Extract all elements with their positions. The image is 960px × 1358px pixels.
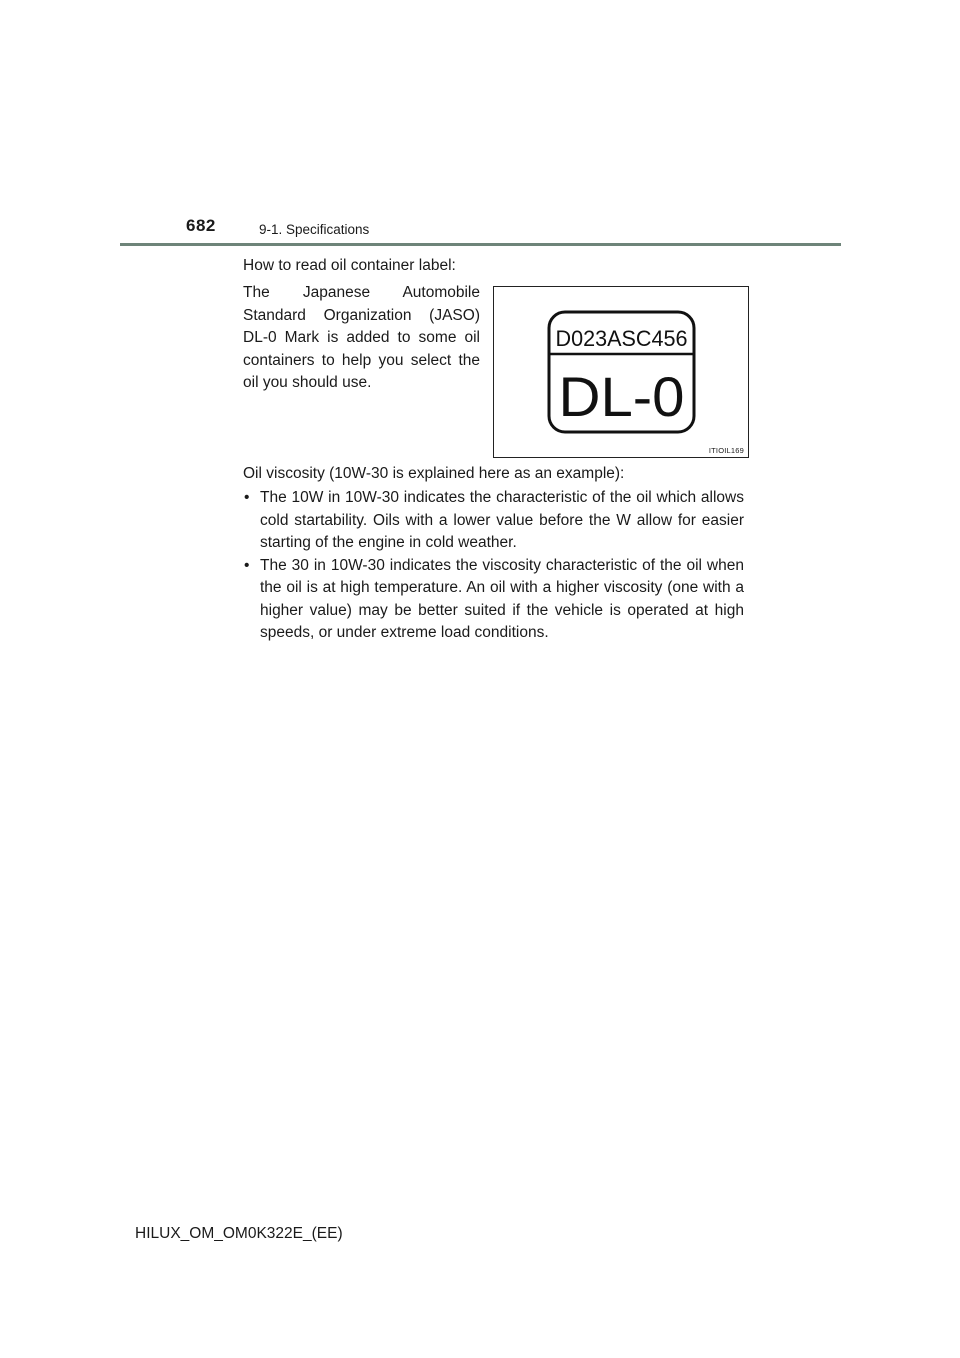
viscosity-heading: Oil viscosity (10W-30 is explained here as an example): [243, 465, 625, 482]
viscosity-bullet-list [244, 487, 744, 645]
oil-label-figure [493, 286, 749, 458]
header-divider [120, 243, 841, 246]
label-code-text: D023ASC456 [555, 326, 688, 351]
footer-doc-code: HILUX_OM_OM0K322E_(EE) [135, 1225, 343, 1242]
label-dl0-text: DL-0 [558, 365, 685, 428]
figure-code: ITIOIL169 [708, 446, 744, 455]
jaso-mark-illustration [494, 287, 750, 459]
list-item [244, 555, 744, 645]
intro-heading: How to read oil container label: [243, 257, 456, 274]
bullet-text: The 10W in 10W-30 indicates the characteristic of the oil which allows cold startability. Oils with a lower value before the W allow for easier starting of the engine in cold weather. [260, 489, 744, 551]
page-number: 682 [186, 216, 216, 235]
bullet-icon: • [244, 489, 250, 506]
bullet-icon: • [244, 556, 250, 574]
section-title: 9-1. Specifications [259, 222, 370, 237]
bullet-text: The 30 in 10W-30 indicates the viscosity characteristic of the oil when the oil is at high temperature. An oil with a higher viscosity (one with a higher value) may be better suited if the vehicle is operated at high speeds, or under extreme load conditions. [260, 556, 744, 641]
list-item [244, 487, 744, 555]
jaso-paragraph: The Japanese Automobile Standard Organization (JASO) DL-0 Mark is added to some oil containers to help you select the oil you should use. [243, 284, 480, 391]
